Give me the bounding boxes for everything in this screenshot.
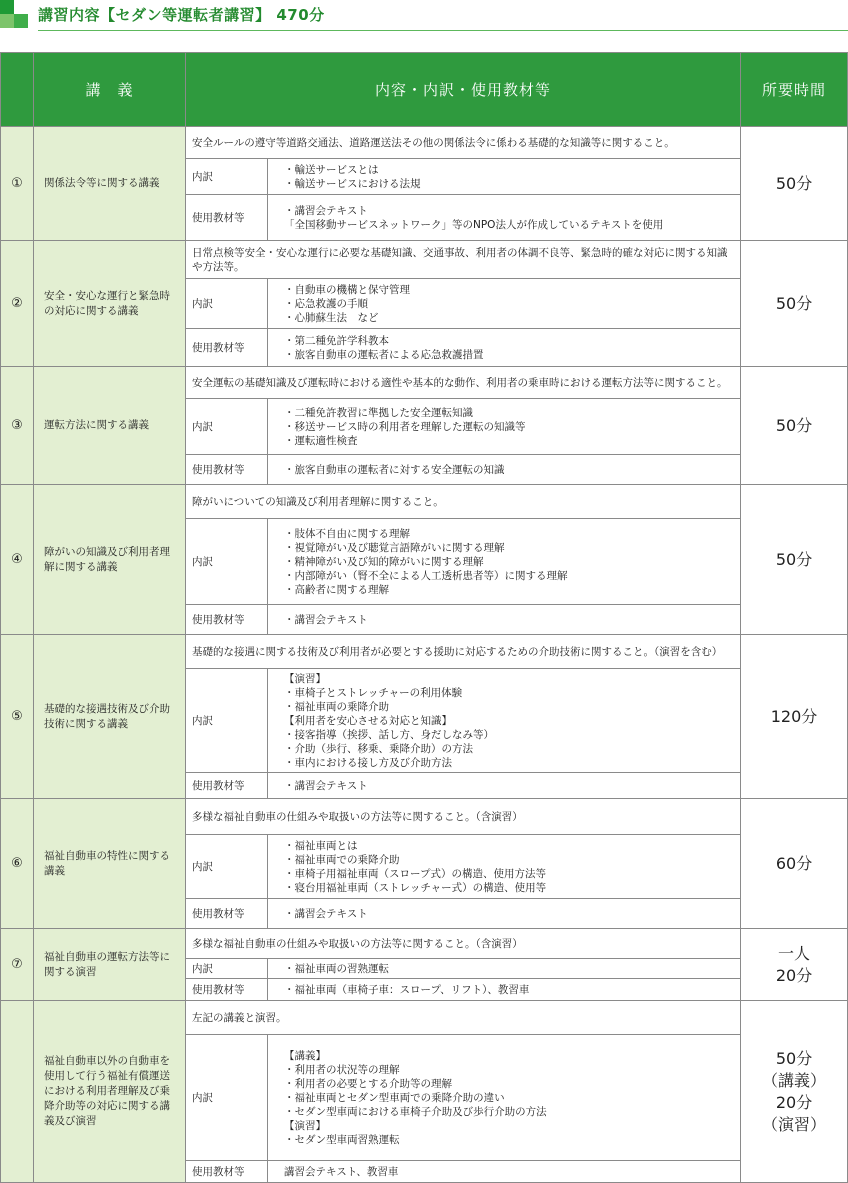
- materials-list: [268, 899, 741, 929]
- breakdown-list: [268, 959, 741, 979]
- breakdown-label: 内訳: [186, 959, 268, 979]
- materials-list: [268, 455, 741, 485]
- breakdown-item: ・福祉車両とセダン型車両での乗降介助の違い: [284, 1091, 505, 1104]
- breakdown-item: ・二種免許教習に準拠した安全運転知識: [284, 406, 473, 419]
- breakdown-item: ・応急救護の手順: [284, 297, 368, 310]
- materials-item: ・講習会テキスト: [284, 613, 368, 626]
- materials-label: 使用教材等: [186, 979, 268, 1001]
- required-time: [741, 1001, 848, 1183]
- materials-item: ・第二種免許学科教本: [284, 334, 389, 347]
- title-bar: [0, 0, 848, 34]
- required-time: [741, 127, 848, 241]
- breakdown-item: ・高齢者に関する理解: [284, 583, 389, 596]
- content-summary: 基礎的な接遇に関する技術及び利用者が必要とする援助に対応するための介助技術に関すること。（演習を含む）: [186, 635, 741, 669]
- table-row: [1, 485, 848, 519]
- lecture-name: 障がいの知識及び利用者理解に関する講義: [34, 485, 186, 635]
- table-body: [1, 127, 848, 1183]
- table-row: [1, 367, 848, 399]
- header-time: 所要時間: [741, 53, 848, 127]
- breakdown-list: [268, 519, 741, 605]
- table-row: [1, 241, 848, 279]
- required-time: [741, 241, 848, 367]
- breakdown-list: [268, 669, 741, 773]
- content-summary: 多様な福祉自動車の仕組みや取扱いの方法等に関すること。（含演習）: [186, 929, 741, 959]
- materials-item: ・旅客自動車の運転者による応急救護措置: [284, 348, 484, 361]
- breakdown-label: 内訳: [186, 399, 268, 455]
- materials-list: [268, 329, 741, 367]
- time-line: 120分: [770, 706, 818, 726]
- row-number: ①: [1, 127, 34, 241]
- required-time: [741, 929, 848, 1001]
- lecture-name: 福祉自動車の運転方法等に関する演習: [34, 929, 186, 1001]
- breakdown-list: [268, 399, 741, 455]
- required-time: [741, 485, 848, 635]
- breakdown-item: 【演習】: [284, 1119, 326, 1132]
- time-line: （講義）: [762, 1070, 827, 1090]
- breakdown-item: ・車内における接し方及び介助方法: [284, 756, 452, 769]
- breakdown-item: ・利用者の状況等の理解: [284, 1063, 400, 1076]
- row-number: [1, 1001, 34, 1183]
- time-line: 50分: [775, 415, 813, 435]
- breakdown-list: [268, 279, 741, 329]
- page-title: 講習内容【セダン等運転者講習】 470分: [38, 6, 325, 24]
- breakdown-label: 内訳: [186, 835, 268, 899]
- breakdown-item: ・運転適性検査: [284, 434, 358, 447]
- breakdown-item: ・内部障がい（腎不全による人工透析患者等）に関する理解: [284, 569, 568, 582]
- materials-item: 「全国移動サービスネットワーク」等のNPO法人が作成しているテキストを使用: [284, 218, 664, 231]
- lecture-name: 安全・安心な運行と緊急時の対応に関する講義: [34, 241, 186, 367]
- table-row: [1, 127, 848, 159]
- breakdown-item: ・車椅子用福祉車両（スロープ式）の構造、使用方法等: [284, 867, 546, 880]
- row-number: ⑦: [1, 929, 34, 1001]
- breakdown-item: ・利用者の必要とする介助等の理解: [284, 1077, 452, 1090]
- breakdown-item: ・輸送サービスにおける法規: [284, 177, 421, 190]
- time-line: 一人: [778, 943, 811, 963]
- materials-label: 使用教材等: [186, 605, 268, 635]
- breakdown-item: ・車椅子とストレッチャーの利用体験: [284, 686, 463, 699]
- lecture-name: 福祉自動車以外の自動車を使用して行う福祉有償運送における利用者理解及び乗降介助等の対応に関する講義及び演習: [34, 1001, 186, 1183]
- breakdown-item: ・輸送サービスとは: [284, 163, 379, 176]
- materials-list: [268, 605, 741, 635]
- header-content: 内容・内訳・使用教材等: [186, 53, 741, 127]
- breakdown-item: ・肢体不自由に関する理解: [284, 527, 410, 540]
- lecture-name: 基礎的な接遇技術及び介助技術に関する講義: [34, 635, 186, 799]
- breakdown-item: ・福祉車両の乗降介助: [284, 700, 389, 713]
- materials-item: ・旅客自動車の運転者に対する安全運転の知識: [284, 463, 505, 476]
- breakdown-label: 内訳: [186, 159, 268, 195]
- header-lecture: 講 義: [34, 53, 186, 127]
- time-line: 20分: [775, 1092, 813, 1112]
- breakdown-item: 【利用者を安心させる対応と知識】: [284, 714, 452, 727]
- time-line: 50分: [775, 549, 813, 569]
- materials-label: 使用教材等: [186, 329, 268, 367]
- lecture-name: 福祉自動車の特性に関する講義: [34, 799, 186, 929]
- header-number: [1, 53, 34, 127]
- row-number: ④: [1, 485, 34, 635]
- time-line: （演習）: [762, 1114, 827, 1134]
- breakdown-item: ・自動車の機構と保守管理: [284, 283, 410, 296]
- materials-label: 使用教材等: [186, 195, 268, 241]
- materials-item: ・講習会テキスト: [284, 779, 368, 792]
- table-row: [1, 1001, 848, 1035]
- materials-item: ・福祉車両（車椅子車：スロープ、リフト）、教習車: [284, 983, 530, 996]
- breakdown-label: 内訳: [186, 1035, 268, 1161]
- title-marker-light: [0, 14, 14, 28]
- required-time: [741, 367, 848, 485]
- materials-label: 使用教材等: [186, 455, 268, 485]
- content-summary: 安全ルールの遵守等道路交通法、道路運送法その他の関係法令に係わる基礎的な知識等に関すること。: [186, 127, 741, 159]
- breakdown-item: ・心肺蘇生法 など: [284, 311, 379, 324]
- breakdown-list: [268, 1035, 741, 1161]
- materials-list: [268, 195, 741, 241]
- materials-item: 講習会テキスト、教習車: [284, 1165, 399, 1178]
- content-summary: 日常点検等安全・安心な運行に必要な基礎知識、交通事故、利用者の体調不良等、緊急時的確な対応に関する知識や方法等。: [186, 241, 741, 279]
- materials-label: 使用教材等: [186, 1161, 268, 1183]
- lecture-name: 運転方法に関する講義: [34, 367, 186, 485]
- time-line: 50分: [775, 1048, 813, 1068]
- materials-item: ・講習会テキスト: [284, 204, 368, 217]
- content-summary: 障がいについての知識及び利用者理解に関すること。: [186, 485, 741, 519]
- title-underline: [38, 30, 848, 31]
- materials-list: [268, 1161, 741, 1183]
- row-number: ③: [1, 367, 34, 485]
- breakdown-label: 内訳: [186, 669, 268, 773]
- breakdown-list: [268, 835, 741, 899]
- materials-list: [268, 773, 741, 799]
- content-summary: 安全運転の基礎知識及び運転時における適性や基本的な動作、利用者の乗車時における運転方法等に関すること。: [186, 367, 741, 399]
- time-line: 50分: [775, 293, 813, 313]
- table-row: [1, 929, 848, 959]
- table-row: [1, 635, 848, 669]
- required-time: [741, 635, 848, 799]
- row-number: ⑤: [1, 635, 34, 799]
- table-header-row: [1, 53, 848, 127]
- breakdown-list: [268, 159, 741, 195]
- lecture-name: 関係法令等に関する講義: [34, 127, 186, 241]
- materials-item: ・講習会テキスト: [284, 907, 368, 920]
- materials-label: 使用教材等: [186, 773, 268, 799]
- breakdown-item: ・セダン型車両における車椅子介助及び歩行介助の方法: [284, 1105, 547, 1118]
- breakdown-item: ・福祉車両とは: [284, 839, 358, 852]
- breakdown-item: ・福祉車両の習熟運転: [284, 962, 389, 975]
- breakdown-item: 【講義】: [284, 1049, 326, 1062]
- time-line: 20分: [775, 965, 813, 985]
- breakdown-item: ・寝台用福祉車両（ストレッチャー式）の構造、使用等: [284, 881, 547, 894]
- title-marker-mid: [14, 14, 28, 28]
- materials-label: 使用教材等: [186, 899, 268, 929]
- materials-list: [268, 979, 741, 1001]
- breakdown-item: ・福祉車両での乗降介助: [284, 853, 400, 866]
- time-line: 50分: [775, 173, 813, 193]
- breakdown-item: ・視覚障がい及び聴覚言語障がいに関する理解: [284, 541, 505, 554]
- breakdown-label: 内訳: [186, 519, 268, 605]
- row-number: ②: [1, 241, 34, 367]
- breakdown-item: ・移送サービス時の利用者を理解した運転の知識等: [284, 420, 526, 433]
- row-number: ⑥: [1, 799, 34, 929]
- time-line: 60分: [775, 853, 813, 873]
- content-summary: 多様な福祉自動車の仕組みや取扱いの方法等に関すること。（含演習）: [186, 799, 741, 835]
- breakdown-item: ・セダン型車両習熟運転: [284, 1133, 400, 1146]
- title-marker-dark: [0, 0, 14, 14]
- breakdown-item: ・接客指導（挨拶、話し方、身だしなみ等）: [284, 728, 494, 741]
- breakdown-item: ・介助（歩行、移乗、乗降介助）の方法: [284, 742, 473, 755]
- content-summary: 左記の講義と演習。: [186, 1001, 741, 1035]
- course-table: [0, 52, 848, 1183]
- table-row: [1, 799, 848, 835]
- breakdown-item: 【演習】: [284, 672, 326, 685]
- breakdown-item: ・精神障がい及び知的障がいに関する理解: [284, 555, 484, 568]
- required-time: [741, 799, 848, 929]
- breakdown-label: 内訳: [186, 279, 268, 329]
